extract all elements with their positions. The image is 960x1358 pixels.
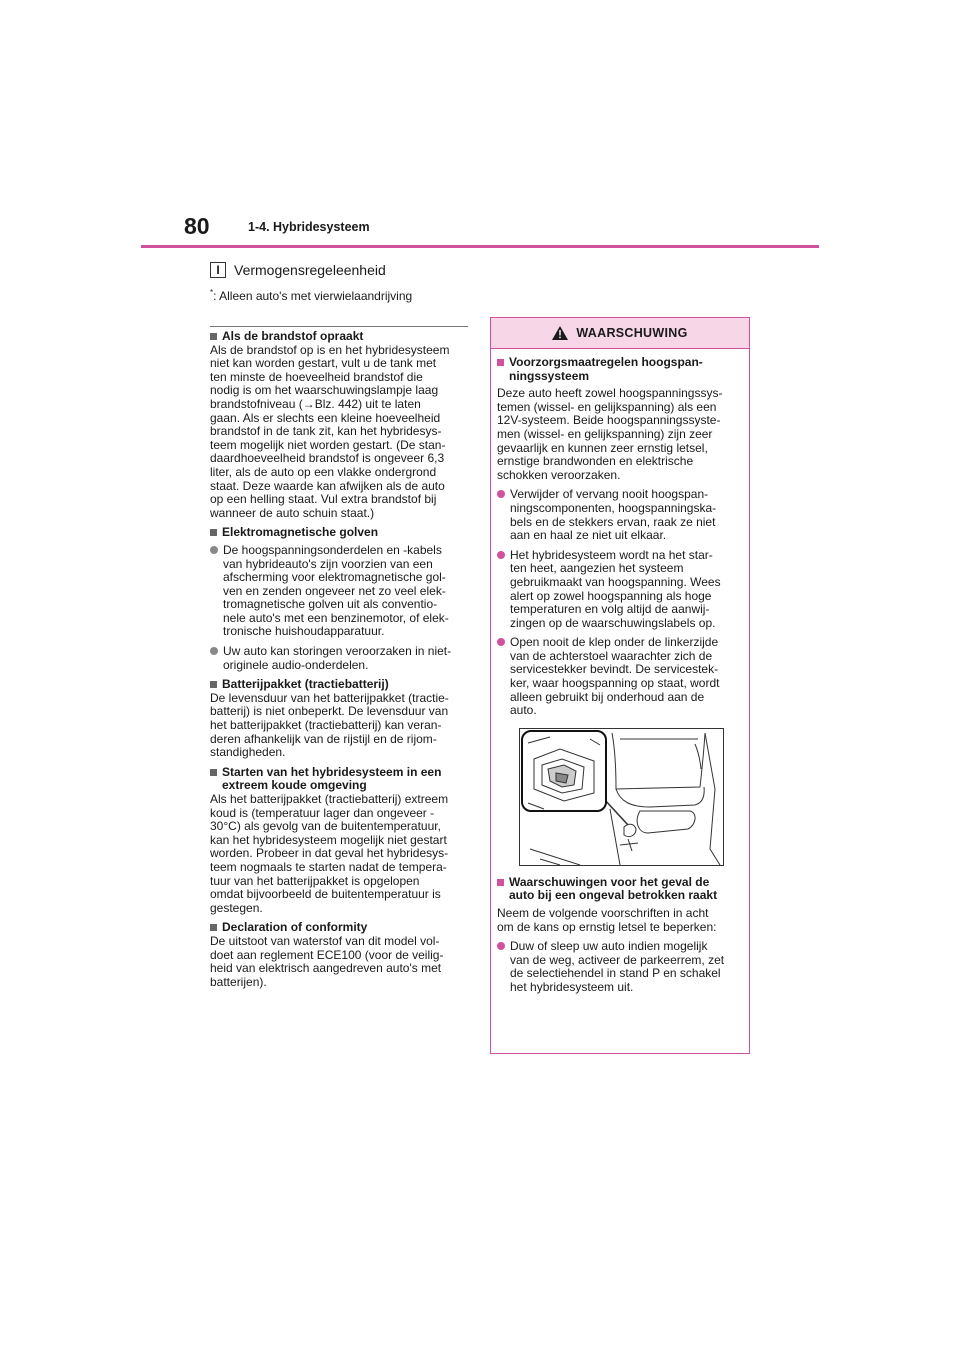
text-line: gestegen. (210, 900, 263, 915)
heading-text: auto bij een ongeval betrokken raakt (509, 888, 718, 903)
component-label (210, 262, 386, 278)
text-line: Duw of sleep uw auto indien mogelijk (510, 939, 708, 954)
footnote-marker: * (210, 288, 214, 297)
text-line: tuur van het batterijpakket is opgelopen (210, 873, 420, 888)
text-line: ten heet, aangezien het systeem (510, 561, 684, 576)
text-line: afscherming voor elektromagnetische gol- (223, 570, 446, 585)
paragraph-cold-start (210, 793, 470, 915)
text-line: men (wissel- en gelijkspanning) zijn zeer (497, 426, 713, 441)
text-line: doet aan reglement ECE100 (voor de veilig- (210, 947, 444, 962)
circle-bullet-icon (497, 638, 505, 646)
heading-text: Elektromagnetische golven (222, 525, 379, 540)
text-line: Open nooit de klep onder de linkerzijde (510, 635, 719, 650)
text-line: gaan. Als er slechts een kleine hoeveelheid (210, 410, 441, 425)
text-line: De levensduur van het batterijpakket (tractie- (210, 690, 449, 705)
heading-em-waves (210, 526, 470, 540)
text-line: de selectiehendel in stand P en schakel (510, 966, 721, 981)
text-line: originele audio-onderdelen. (223, 657, 369, 672)
paragraph-accident (497, 907, 741, 934)
text-line: ker, waar hoogspanning op staat, wordt (510, 676, 720, 691)
heading-cold-start (210, 766, 470, 793)
heading-text: Voorzorgsmaatregelen hoogspan- (509, 355, 703, 369)
text-line: van hybrideauto's zijn voorzien van een (223, 556, 433, 571)
text-line: nodig is om het waarschuwingslampje laag (210, 383, 439, 398)
text-line: tromagnetische golven uit als conventio- (223, 597, 438, 612)
text-line: Neem de volgende voorschriften in acht (497, 906, 709, 921)
heading-text: Batterijpakket (tractiebatterij) (222, 677, 389, 692)
text-line: De hoogspanningsonderdelen en -kabels (223, 542, 442, 557)
text-line: batterij) is niet onbeperkt. De levensduur van (210, 704, 449, 719)
square-bullet-icon (210, 924, 217, 931)
warning-triangle-icon (552, 326, 568, 340)
heading-text: extreem koude omgeving (222, 778, 367, 793)
square-bullet-icon (210, 333, 217, 340)
square-bullet-icon (497, 359, 504, 366)
bullet-item (497, 636, 741, 718)
text-line: ten minste de hoeveelheid brandstof die (210, 369, 423, 384)
text-line: niet kan worden gestart, vult u de tank met (210, 356, 437, 371)
text-line: staat. Deze waarde kan afwijken als de auto (210, 478, 445, 493)
text-line: worden. Probeer in dat geval het hybridesys- (210, 846, 449, 861)
text-line: gevaarlijk en kunnen zeer ernstig letsel, (497, 440, 708, 455)
heading-text: Starten van het hybridesysteem in een (222, 764, 442, 779)
text-line: ven en zenden ongeveer net zo veel elek- (223, 583, 446, 598)
text-line: teem nogmaals te starten nadat de tempera- (210, 859, 447, 874)
text-line: om de kans op ernstig letsel te beperken: (497, 919, 717, 934)
text-line: Verwijder of vervang nooit hoogspan- (510, 487, 709, 502)
paragraph-fuel (210, 344, 470, 521)
square-bullet-icon (210, 769, 217, 776)
warning-box (490, 317, 750, 1054)
text-line: Als het batterijpakket (tractiebatterij) extreem (210, 792, 449, 806)
service-plug-illustration (519, 728, 724, 866)
text-line: liter, als de auto op een vlakke ondergrond (210, 464, 437, 479)
circle-bullet-icon (497, 942, 505, 950)
left-column (210, 330, 470, 989)
text-line: ernstige brandwonden en elektrische (497, 454, 694, 469)
text-line: Deze auto heeft zowel hoogspanningssys- (497, 386, 723, 401)
text-line: omdat bijvoorbeeld de buitentemperatuur is (210, 887, 441, 902)
text-line: zingen op de waarschuwingslabels op. (510, 615, 716, 630)
square-bullet-icon (497, 879, 504, 886)
label-letter-box: I (210, 262, 226, 278)
circle-bullet-icon (497, 551, 505, 559)
circle-bullet-icon (497, 490, 505, 498)
header-rule (141, 245, 819, 248)
text-line: teem mogelijk niet worden gestart. (De stan- (210, 437, 446, 452)
text-line: auto. (510, 703, 537, 718)
heading-fuel (210, 330, 470, 344)
heading-text: ningssysteem (509, 368, 590, 383)
text-line: tronische huishoudapparatuur. (223, 624, 385, 639)
text-line: 12V-systeem. Beide hoogspanningssyste- (497, 413, 721, 428)
footnote-text: : Alleen auto's met vierwielaandrijving (213, 289, 413, 303)
text-line: van de achterstoel waarachter zich de (510, 648, 713, 663)
heading-text: Declaration of conformity (222, 920, 368, 935)
text-line: De uitstoot van waterstof van dit model vol- (210, 933, 440, 948)
text-line: op een helling staat. Vul extra brandstof bij (210, 492, 437, 507)
text-line: temperaturen en volg altijd de aanwij- (510, 602, 710, 617)
circle-bullet-icon (210, 647, 218, 655)
text-line: aan en haal ze niet uit elkaar. (510, 528, 667, 543)
text-line: Uw auto kan storingen veroorzaken in niet- (223, 644, 452, 659)
warning-body (491, 349, 749, 995)
heading-accident (497, 876, 741, 903)
circle-bullet-icon (210, 546, 218, 554)
text-line: Het hybridesysteem wordt na het star- (510, 547, 713, 562)
text-line: heid van elektrisch aangedreven auto's met (210, 961, 442, 976)
text-line: alleen gebruikt bij onderhoud aan de (510, 689, 705, 704)
section-title: 1-4. Hybridesysteem (248, 220, 370, 234)
text-line: temen (wissel- en gelijkspanning) als een (497, 399, 717, 414)
bullet-item (210, 645, 470, 672)
text-line: brandstofniveau (→Blz. 442) uit te laten (210, 396, 421, 411)
text-line: schokken veroorzaken. (497, 467, 621, 482)
rear-seat-drawing (520, 729, 723, 865)
page-number: 80 (184, 213, 210, 239)
paragraph-conformity (210, 935, 470, 989)
text-line: nele auto's met een benzinemotor, of elek- (223, 610, 449, 625)
heading-conformity (210, 921, 470, 935)
warning-header (491, 318, 749, 349)
text-line: bels en de stekkers ervan, raak ze niet (510, 514, 716, 529)
text-line: deren afhankelijk van de rijstijl en de rijom- (210, 731, 437, 746)
left-column-rule (210, 326, 468, 327)
text-line: brandstof in de tank zit, kan het hybridesys- (210, 424, 442, 439)
bullet-item (497, 549, 741, 631)
text-line: standigheden. (210, 745, 286, 760)
warning-title: WAARSCHUWING (576, 326, 688, 340)
text-line: kan het hybridesysteem mogelijk niet gestart (210, 832, 447, 847)
text-line: koud is (temperatuur lager dan ongeveer - (210, 805, 435, 820)
heading-text: Waarschuwingen voor het geval de (509, 874, 710, 889)
text-line: servicestekker bevindt. De servicestek- (510, 662, 719, 677)
bullet-item (210, 544, 470, 639)
heading-hv-precautions (497, 356, 741, 383)
square-bullet-icon (210, 529, 217, 536)
text-line: Als de brandstof op is en het hybridesysteem (210, 342, 450, 357)
bullet-item (497, 488, 741, 542)
text-line: van de weg, activeer de parkeerrem, zet (510, 952, 725, 967)
text-line: batterijen). (210, 974, 267, 989)
paragraph-hv (497, 387, 741, 482)
text-line: alert op zowel hoogspanning als hoge (510, 588, 712, 603)
bullet-item (497, 940, 741, 994)
footnote (210, 288, 412, 303)
text-line: 30°C) als gevolg van de buitentemperatuur, (210, 819, 441, 834)
text-line: wanneer de auto schuin staat.) (210, 505, 375, 520)
label-text: Vermogensregeleenheid (234, 262, 386, 278)
text-line: het hybridesysteem uit. (510, 980, 634, 994)
text-line: gebruikmaakt van hoogspanning. Wees (510, 574, 721, 589)
text-line: daardhoeveelheid brandstof is ongeveer 6,3 (210, 451, 445, 466)
square-bullet-icon (210, 681, 217, 688)
text-line: het batterijpakket (tractiebatterij) kan veran- (210, 718, 442, 733)
paragraph-battery (210, 692, 470, 760)
heading-text: Als de brandstof opraakt (222, 329, 364, 343)
text-line: ningscomponenten, hoogspanningska- (510, 500, 717, 515)
heading-battery (210, 678, 470, 692)
